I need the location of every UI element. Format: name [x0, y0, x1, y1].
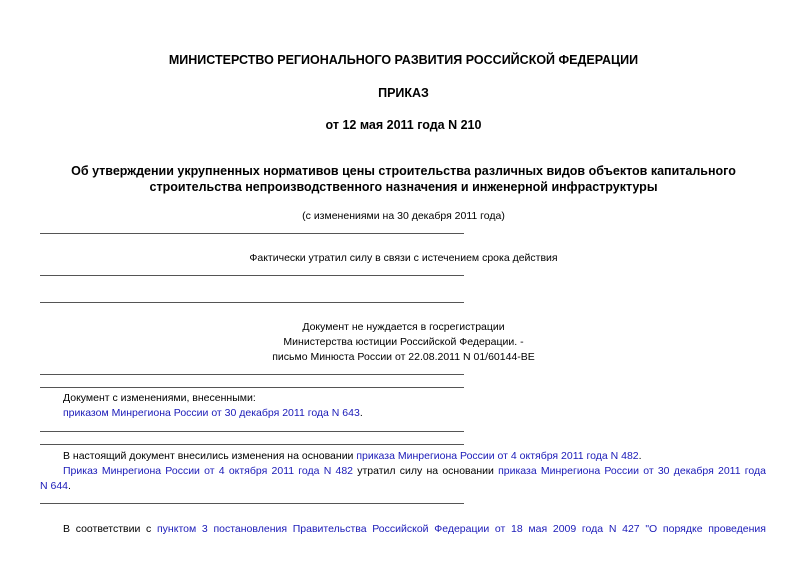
- document-title-line2: строительства непроизводственного назначения и инженерной инфраструктуры: [149, 180, 658, 194]
- basis-text-2: утратил силу на основании: [353, 465, 499, 477]
- status-text: Фактически утратил силу в связи с истечением срока действия: [249, 252, 558, 264]
- document-date-number: от 12 мая 2011 года N 210: [325, 118, 482, 132]
- government-decree-link[interactable]: пунктом 3 постановления Правительства Российской Федерации от 18 мая 2009 года N 427 "О порядке проведения: [157, 523, 766, 535]
- divider: [40, 503, 464, 504]
- order-643-link[interactable]: приказом Минрегиона России от 30 декабря 2011 года N 643: [63, 407, 360, 419]
- changes-line: [63, 407, 363, 419]
- basis-suffix-2: .: [68, 480, 71, 492]
- basis-paragraph-1: [63, 450, 642, 462]
- registration-line2: Министерства юстиции Российской Федерации. -: [283, 336, 524, 348]
- divider: [40, 387, 464, 388]
- basis-paragraph-2-line1: [63, 465, 766, 477]
- changes-intro: Документ с изменениями, внесенными:: [63, 392, 256, 404]
- divider: [40, 431, 464, 432]
- document-type: ПРИКАЗ: [378, 86, 429, 100]
- changes-suffix: .: [359, 407, 363, 419]
- order-644-link-end[interactable]: N 644: [40, 480, 69, 492]
- body-text: В соответствии с: [63, 523, 157, 535]
- basis-suffix: .: [638, 450, 642, 462]
- ministry-heading: МИНИСТЕРСТВО РЕГИОНАЛЬНОГО РАЗВИТИЯ РОССИЙСКОЙ ФЕДЕРАЦИИ: [168, 53, 639, 67]
- divider: [40, 302, 464, 303]
- order-482-link[interactable]: приказа Минрегиона России от 4 октября 2011 года N 482: [356, 450, 639, 462]
- divider: [40, 374, 464, 375]
- order-482-link-2[interactable]: Приказ Минрегиона России от 4 октября 2011 года N 482: [63, 465, 354, 477]
- divider: [40, 233, 464, 234]
- document-title-line1: Об утверждении укрупненных нормативов цены строительства различных видов объектов капитального: [71, 164, 736, 178]
- divider: [40, 444, 464, 445]
- registration-line3: письмо Минюста России от 22.08.2011 N 01/60144-ВЕ: [272, 351, 535, 363]
- basis-paragraph-2-line2: [40, 480, 71, 492]
- basis-text: В настоящий документ внесились изменения на основании: [63, 450, 357, 462]
- order-644-link[interactable]: приказа Минрегиона России от 30 декабря 2011 года: [498, 465, 766, 477]
- body-paragraph: [63, 523, 766, 535]
- registration-line1: Документ не нуждается в госрегистрации: [302, 321, 505, 333]
- amendments-note: (с изменениями на 30 декабря 2011 года): [302, 210, 505, 222]
- divider: [40, 275, 464, 276]
